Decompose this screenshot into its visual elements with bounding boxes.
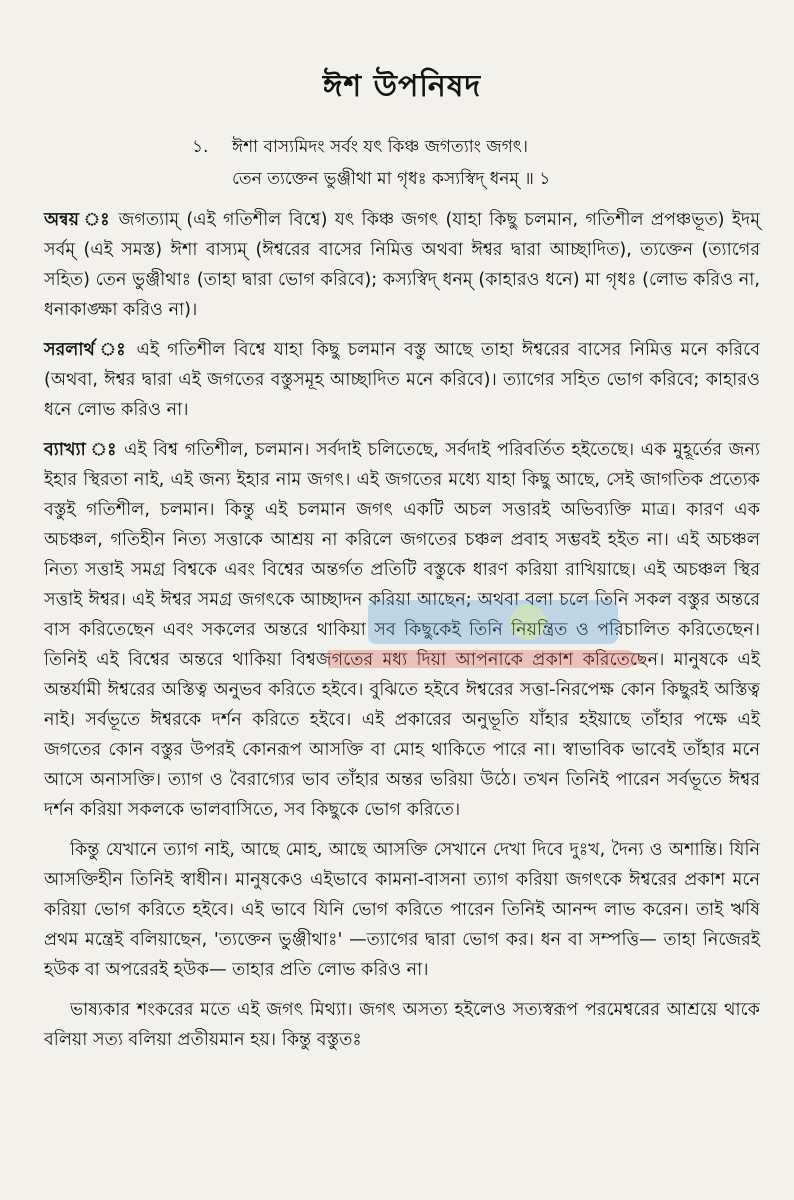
byakhya-paragraph — [44, 435, 760, 825]
anvay-paragraph — [44, 205, 760, 325]
byakhya-label: ব্যাখ্যা ঃ — [44, 440, 118, 460]
mantra-number: ১. — [192, 137, 209, 157]
mantra-line-1-text: ঈশা বাস্যমিদং সর্বং যৎ কিঞ্চ জগত্যাং জগৎ। — [232, 137, 528, 157]
anvay-text: জগত্যাম্ (এই গতিশীল বিশ্বে) যৎ কিঞ্চ জগৎ (যাহা কিছু চলমান, গতিশীল প্রপঞ্চভূত) ইদম্ সর্বম্ (এই সমস্ত) ঈশা বাস্যম্ (ঈশ্বরের বাসের নিমিত্ত অথবা ঈশ্বর দ্বারা আচ্ছাদিত), ত্যক্তেন (ত্যাগের সহিত) তেন ভুঞ্জীথাঃ (তাহা দ্বারা ভোগ করিবে); কস্যস্বিদ্ ধনম্ (কাহারও ধনে) মা গৃধঃ (লোভ করিও না, ধনাকাঙ্ক্ষা করিও না)। — [44, 210, 760, 320]
body-paragraph-3: ভাষ্যকার শংকরের মতে এই জগৎ মিথ্যা। জগৎ অসত্য হইলেও সত্যস্বরূপ পরমেশ্বরের আশ্রয়ে থাকে বলিয়া সত্য বলিয়া প্রতীয়মান হয়। কিন্তু বস্তুতঃ — [44, 1000, 760, 1050]
saralartha-label: সরলার্থ ঃ — [44, 340, 129, 360]
anvay-label: অন্বয় ঃ — [44, 210, 112, 230]
saralartha-text: এই গতিশীল বিশ্বে যাহা কিছু চলমান বস্তু আছে তাহা ঈশ্বরের বাসের নিমিত্ত মনে করিবে (অথবা, ঈশ্বর দ্বারা এই জগতের বস্তুসমূহ আচ্ছাদিত মনে করিবে)। ত্যাগের সহিত ভোগ করিবে; কাহারও ধনে লোভ করিও না। — [44, 340, 760, 420]
byakhya-text: এই বিশ্ব গতিশীল, চলমান। সর্বদাই চলিতেছে, সর্বদাই পরিবর্তিত হইতেছে। এক মুহূর্তের জন্য ইহার স্থিরতা নাই, এই জন্য ইহার নাম জগৎ। এই জগতের মধ্যে যাহা কিছু আছে, সেই জাগতিক প্রত্যেক বস্তুই গতিশীল, চলমান। কিন্তু এই চলমান জগৎ একটি অচল সত্তারই অভিব্যক্তি মাত্র। কারণ এক অচঞ্চল, গতিহীন নিত্য সত্তাকে আশ্রয় না করিলে জগতের চঞ্চল প্রবাহ সম্ভবই হইত না। এই অচঞ্চল নিত্য সত্তাই সমগ্র বিশ্বকে এবং বিশ্বের অন্তর্গত প্রতিটি বস্তুকে ধারণ করিয়া রাখিয়াছে। এই অচঞ্চল স্থির সত্তাই ঈশ্বর। এই ঈশ্বর সমগ্র জগৎকে আচ্ছাদন করিয়া আছেন; অথবা বলা চলে তিনি সকল বস্তুর অন্তরে বাস করিতেছেন এবং সকলের অন্তরে থাকিয়া সব কিছুকেই তিনি নিয়ন্ত্রিত ও পরিচালিত করিতেছেন। তিনিই এই বিশ্বের অন্তরে থাকিয়া বিশ্বজগতের মধ্য দিয়া আপনাকে প্রকাশ করিতেছেন। মানুষকে এই অন্তর্যামী ঈশ্বরের অস্তিত্ব অনুভব করিতে হইবে। বুঝিতে হইবে ঈশ্বরের সত্তা-নিরপেক্ষ কোন কিছুরই অস্তিত্ব নাই। সর্বভূতে ঈশ্বরকে দর্শন করিতে হইবে। এই প্রকারের অনুভূতি যাঁহার হইয়াছে তাঁহার পক্ষে এই জগতের কোন বস্তুর উপরই কোনরূপ আসক্তি বা মোহ থাকিতে পারে না। স্বাভাবিক ভাবেই তাঁহার মনে আসে অনাসক্তি। ত্যাগ ও বৈরাগ্যের ভাব তাঁহার অন্তর ভরিয়া উঠে। তখন তিনিই পারেন সর্বভূতে ঈশ্বর দর্শন করিয়া সকলকে ভালবাসিতে, সব কিছুকে ভোগ করিতে। — [44, 440, 760, 820]
mantra-line-2: তেন ত্যক্তেন ভুঞ্জীথা মা গৃধঃ কস্যস্বিদ্ ধনম্ ॥ ১ — [232, 169, 551, 189]
page-title: ঈশ উপনিষদ — [322, 69, 482, 104]
mantra-line-1 — [192, 131, 760, 163]
saralartha-paragraph — [44, 335, 760, 425]
mantra-verse — [192, 131, 760, 195]
body-paragraph-2: কিন্তু যেখানে ত্যাগ নাই, আছে মোহ, আছে আসক্তি সেখানে দেখা দিবে দুঃখ, দৈন্য ও অশান্তি। যিনি আসক্তিহীন তিনিই স্বাধীন। মানুষকেও এইভাবে কামনা-বাসনা ত্যাগ করিয়া জগৎকে ঈশ্বরের প্রকাশ মনে করিয়া ভোগ করিতে হইবে। এই ভাবে যিনি ভোগ করিতে পারেন তিনিই আনন্দ লাভ করেন। তাই ঋষি প্রথম মন্ত্রেই বলিয়াছেন, 'ত্যক্তেন ভুঞ্জীথাঃ' —ত্যাগের দ্বারা ভোগ কর। ধন বা সম্পত্তি— তাহা নিজেরই হউক বা অপরেরই হউক— তাহার প্রতি লোভ করিও না। — [44, 840, 760, 980]
